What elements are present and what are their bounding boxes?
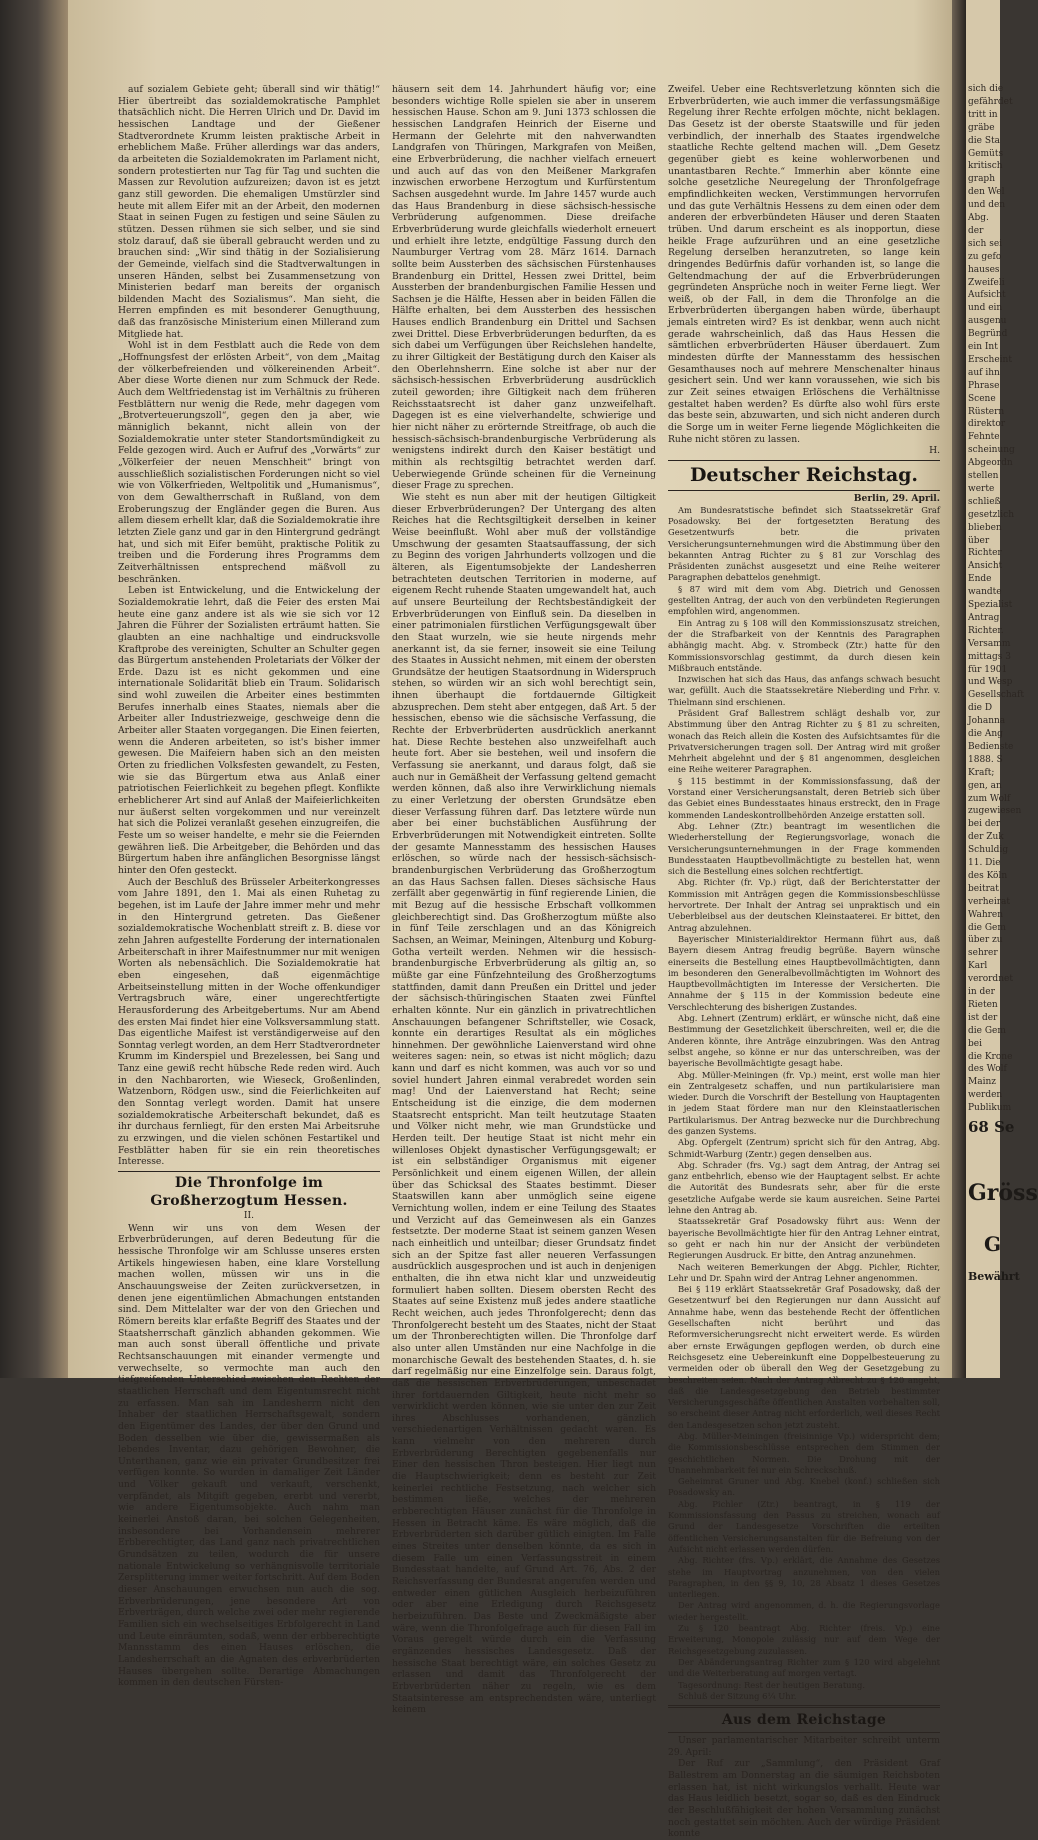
article-thronfolge-part2: [392, 84, 656, 1716]
next-page-fragment: verordnet: [968, 974, 1013, 985]
paragraph: Der Antrag wird angenommen, d. h. die Regierungsvorlage wieder hergestellt.: [668, 1600, 940, 1622]
next-page-fragment: die Gem: [968, 922, 1006, 933]
paragraph: Nach weiteren Bemerkungen der Abgg. Pichler, Richter, Lehr und Dr. Spahn wird der Antrag Lehner angenommen.: [668, 1261, 940, 1283]
next-page-fragment: die Krone: [968, 1051, 1013, 1062]
next-page-fragment: Mainz: [968, 1077, 996, 1088]
next-page-fragment: Johanna: [968, 716, 1006, 727]
next-page-fragment: und Wesp: [968, 677, 1013, 688]
next-page-fragment: scheinung: [968, 445, 1015, 456]
paragraph: Bayerischer Ministerialdirektor Hermann führt aus, daß Bayern diesem Antrag freudig begrüße. Bayern wünsche einerseits die Bestellung eines Hauptbevollmächtigten, dann im besonderen den Generalbevollmächtigten im Wohnort des Hauptbevollmächtigten im Interesse der Versicherten. Die Annahme der § 115 in der Kommission bedeute eine Verschlechterung des bisherigen Zustandes.: [668, 933, 940, 1012]
next-page-big-text-1: 68 Se: [968, 1118, 1015, 1136]
next-page-fragment: 11. Die: [968, 858, 1001, 868]
paragraph: Staatssekretär Graf Posadowsky führt aus: Wenn der bayerische Bevollmächtigte hier für den Antrag Lehner eintrat, so geht er nach hin nur der Ansicht der verbündeten Regierungen Ausdruck. Er bitte, den Antrag anzunehmen.: [668, 1216, 940, 1261]
column-rule: [668, 1732, 940, 1733]
next-page-fragment: graph: [968, 174, 995, 185]
next-page-fragment: Abg.: [968, 213, 989, 223]
article-heading-thronfolge: Die Thronfolge im Großherzogtum Hessen.: [150, 1175, 348, 1210]
next-page-fragment: Rüstern: [968, 406, 1005, 417]
next-page-fragment: Rieten: [968, 999, 998, 1010]
next-page-fragment: Gemüts: [968, 148, 1004, 159]
next-page-fragment: Ende: [968, 574, 992, 585]
paragraph: Wohl ist in dem Festblatt auch die Rede von dem „Hoffnungsfest der erlösten Arbeit“, von dem „Maitag der völkerbefreienden und völkereinenden Arbeit“. Aber diese Worte dienen nur zum Schmuck der Rede. Auch dem Weltfriedenstag ist im Verhältnis zu früheren Festblättern nur wenig die Rede, mehr dagegen vom „Brotverteuerungszoll“, gegen den ja aber, wie männiglich bekannt, nicht allein von der Sozialdemokratie unter steter Standortsmündigkeit zu Felde gezogen wird. Auch er Aufruf des „Vorwärts“ zur „Völkerfeier der neuen Menschheit“ bringt von ausschließlich sozialistischen Forderungen nicht so viel wie von Völkerfrieden, Weltpolitik und „Humanismus“, von dem Gewaltherrschaft in Rußland, von dem Eroberungszug der Engländer gegen die Buren. Aus allem diesem erhellt klar, daß die Sozialdemokratie ihre letzten Ziele ganz und gar in den Hintergrund gedrängt hat, und sich mit Eifer bemüht, praktische Politik zu treiben und die Forderung ihres Programms dem Zeitverhältnissen entsprechend mäßvoll zu beschränken.: [118, 340, 380, 585]
paragraph: häusern seit dem 14. Jahrhundert häufig vor; eine besonders wichtige Rolle spielen sie aber in unserem hessischen Hause. Schon am 9. Juni 1373 schlossen die hessischen Landgrafen Heinrich der Eiserne und Hermann der Gelehrte mit den nahverwandten Landgrafen von Thüringen, Markgrafen von Meißen, eine Erbverbrüderung, die nachher vielfach erneuert und auch auf das von den Meißener Markgrafen inzwischen erworbene Herzogtum und Kurfürstentum Sachsen ausgedehnt wurde. Im Jahre 1457 wurde auch das Haus Brandenburg in diese sächsisch-hessische Verbrüderung aufgenommen. Diese dreifache Erbverbrüderung wurde gleichfalls wiederholt erneuert und erhielt ihre letzte, endgültige Fassung durch den Naumburger Vertrag vom 28. März 1614. Darnach sollte beim Aussterben des sächsischen Fürstenhauses Brandenburg ein Drittel, Hessen zwei Drittel, beim Aussterben der brandenburgischen Familie Hessen und Sachsen je die Hälfte, Hessen aber in beiden Fällen die Hälfte erhalten, bei dem Aussterben des hessischen Hauses endlich Brandenburg ein Drittel und Sachsen zwei Drittel. Diese Erbverbrüderungen bedurften, da es sich dabei um Verfügungen über Reichslehen handelte, zu ihrer Giltigkeit der Bestätigung durch den Kaiser als den Oberlehnsherrn. Eine solche ist aber nur der sächsisch-hessischen Erbverbrüderung ausdrücklich zuteil geworden; ihre Giltigkeit nach dem früheren Reichsstaatsrecht ist daher ganz unzweifelhaft. Dagegen ist es eine vielverhandelte, schwierige und hier nicht näher zu erörternde Streitfrage, ob auch die hessisch-sächsisch-brandenburgische Verbrüderung als wenigstens indirekt durch den Kaiser bestätigt und mithin als rechtsgiltig betrachtet werden darf. Ueberwiegende Gründe scheinen für die Verneinung dieser Frage zu sprechen.: [392, 84, 656, 492]
paragraph: Unser parlamentarischer Mitarbeiter schreibt unterm 29. April:: [668, 1735, 940, 1758]
next-page-fragment: des Wolf: [968, 1064, 1007, 1075]
reichstage-report-text: [668, 1735, 940, 1840]
column-1: [118, 84, 380, 1689]
next-page-fragment: des Köln: [968, 870, 1008, 881]
next-page-fragment: stellen: [968, 471, 999, 481]
next-page-fragment: zum Wolf: [968, 793, 1011, 804]
paragraph: Abg. Schrader (frs. Vg.) sagt dem Antrag, der Antrag sei ganz entbehrlich, ebenso wie der Hauptagent selbst. Er achte die Autorität des Bundesrats sehr, aber für die erste gesetzliche Aufgabe werde sie kaum ausreichen. Seine Partei lehne den Antrag ab.: [668, 1159, 940, 1216]
paragraph: Schluß der Sitzung 6¼ Uhr.: [678, 1690, 797, 1701]
paragraph: Auch der Beschluß des Brüsseler Arbeiterkongresses vom Jahre 1891, den 1. Mai als einen Ruhetag zu begehen, ist im Laufe der Jahre immer mehr und mehr in den Hintergrund getreten. Das Gießener sozialdemokratische Wochenblatt streift z. B. diese vor zehn Jahren aufgestellte Forderung der internationalen Arbeiterschaft in ihrer Maifestnummer nur mit wenigen Worten als nebensächlich. Die Sozialdemokratie hat eben eingesehen, daß eigenmächtige Arbeitseinstellung mitten in der Woche offenkundiger Vertragsbruch wäre, einer ungerechtfertigte Herausforderung des Arbeitgebertums. Nur am Abend des ersten Mai findet hier eine Volksversammlung statt. Das eigentliche Maifest ist verständigerweise auf den Sonntag verlegt worden, an dem Herr Stadtverordneter Krumm im Kinderspiel und Brezelessen, bei Sang und Tanz eine gewiß recht hübsche Rede reden wird. Auch in den Nachbarorten, wie Wieseck, Großenlinden, Watzenborn, Rödgen usw., sind die Feierlichkeiten auf den Sonntag verlegt worden. Damit hat unsere sozialdemokratische Arbeiterschaft bekundet, daß es ihr durchaus fernliegt, für den ersten Mai Arbeitsruhe zu erzwingen, und die vielen schönen Festartikel und Festblätter haben für sie ein rein theoretisches Interesse.: [118, 876, 380, 1168]
paragraph: Der Abänderungsantrag Richter zum § 120 wird abgelehnt und die Weiterberatung auf morgen vertagt.: [668, 1656, 940, 1679]
next-page-fragment: Ansicht: [968, 561, 1003, 572]
next-page-fragment: gräbe: [968, 122, 995, 133]
next-page-fragment: Richter: [968, 548, 1002, 559]
next-page-fragment: und ein: [968, 303, 1003, 314]
next-page-fragment: zu gefo: [968, 251, 1002, 262]
paragraph: Wenn wir uns von dem Wesen der Erbverbrüderungen, auf deren Bedeutung für die hessische Thronfolge wir am Schlusse unseres ersten Artikels hingewiesen haben, eine klare Vorstellung machen wollen, müssen wir uns in die Anschauungsweise der Zeiten zurückversetzen, in denen jene eigentümlichen Abmachungen entstanden sind. Dem Mittelalter war der von den Griechen und Römern bereits klar erfaßte Begriff des Staates und der Staatsherrschaft gänzlich abhanden gekommen. Wie man auch sonst überall öffentliche und private Rechtsanschauungen mit einander vermengte und verwechselte, so vermochte man auch den tiefgreifenden Unterschied zwischen den Rechten der staatlichen Herrschaft und dem Eigentumsrecht nicht zu erfassen. Man sah im Landesherrn nicht den Inhaber der staatlichen Herrschaftsgewalt, sondern den Eigentümer des Landes, der über den Grund und Boden desselben wie über die, gewissermaßen als lebendes Inventar, dazu gehörigen Bewohner, die Unterthanen, ganz wie ein privater Grundbesitzer frei verfügen konnte. So wurden in damaliger Zeit Länder und Völker gekauft und verkauft, verschenkt, verpfändet, als Mitgift gegeben, ererbt und vererbt, wie andere Eigentumsobjekte. Auch nahm man keinerlei Anstoß daran, bei solchen Gelegenheiten, insbesondere bei Vorhandensein mehrerer Erbberechtigter, das Land ganz nach privatrechtlichen Grundsätzen zu teilen, wodurch die für unsere nationale Entwickelung so verhängnisvolle territoriale Zersplitterung immer weiter fortschritt. Auf dem Boden dieser Anschauungen erwuchsen nun auch die sog. Erbverbrüderungen, jene besondere Art von Erbverträgen, durch welche zwei oder mehr regierende Familien sich ein wechselseitiges Erbfolgerecht in Land und Leute einräumten, sodaß, wenn der erbberechtigte Mannsstamm des einen Hauses erlöschen, die Landesherrschaft an die Agnaten des erbverbrüderten Hauses übergehen sollte. Derartige Abmachungen kommen in den deutschen Fürsten-: [118, 1222, 380, 1689]
next-page-big-text-4: Bewährt: [968, 1270, 1020, 1283]
next-page-fragment: sich die: [968, 84, 1004, 94]
next-page-fragment: verheirat: [968, 896, 1010, 907]
next-page-fragment: in der: [968, 987, 995, 997]
article-thronfolge-part3: [668, 84, 940, 445]
next-page-fragment: Versamm: [968, 638, 1011, 649]
paragraph: Inzwischen hat sich das Haus, das anfangs schwach besucht war, gefüllt. Auch die Staatssekretäre Nieberding und Frhr. v. Thielmann sind erschienen.: [668, 674, 940, 707]
paragraph: Zweifel. Ueber eine Rechtsverletzung könnten sich die Erbverbrüderten, wie auch immer die verfassungsmäßige Regelung ihrer Rechte erfolgen möchte, nicht beklagen. Das Gesetz ist der oberste Staatswille und für jeden verbindlich, der innerhalb des Staates irgendwelche staatliche Rechte geltend machen will. „Dem Gesetz gegenüber giebt es keine wohlerworbenen und unantastbaren Rechte.“ Immerhin aber könnte eine solche gesetzliche Neuregelung der Thronfolgefrage empfindlichkeiten wecken, Verstimmungen hervorrufen und das gute Verhältnis Hessens zu dem einen oder dem anderen der erbverbündeten Häuser und deren Staaten trüben. Und darum erscheint es als inopportun, diese heikle Frage aufzurühren und an eine gesetzliche Regelung derselben heranzutreten, so lange kein dringendes Bedürfnis dafür vorhanden ist, so lange die Geltendmachung der auf die Erbverbrüderungen gegründeten Ansprüche noch in weiter Ferne liegt. Wer weiß, ob der Fall, in dem die Thronfolge an die Erbverbrüderten übergangen haben würde, überhaupt jemals eintreten wird? Es ist denkbar, wenn auch nicht gerade wahrscheinlich, daß das Haus Hessen die sämtlichen erbverbrüderten Häuser überdauert. Zum mindesten dürfte der Mannesstamm des hessischen Gesamthauses noch auf mehrere Menschenalter hinaus gesichert sein. Und wer kann voraussehen, wie sich bis zur Zeit seines etwaigen Erlöschens die Verhältnisse gestaltet haben werden? Es dürfte also wohl fürs erste das beste sein, abzuwarten, und sich nicht anderen durch die Sorge um in weiter Ferne liegende Möglichkeiten die Ruhe nicht stören zu lassen.: [668, 84, 940, 445]
next-page-fragment: blieben: [968, 522, 1002, 533]
next-page-fragment: ausgenu: [968, 316, 1007, 327]
paragraph: Geheimrat Gruner und Abg. Knebel (konf.) schließen sich Posadowsky an.: [668, 1476, 940, 1498]
next-page-fragment: direktor: [968, 419, 1006, 430]
paragraph: Der Ruf zur „Sammlung“, den Präsident Graf Ballestrem am Donnerstag an die säumigen Reichsboten erlassen hat, ist nicht wirkungslos verhallt. Heute war das Haus leidlich besetzt, sogar so, daß es den Eindruck der Beschlußfähigkeit der hohen Versammlung zunächst noch gestattet sein möchten. Auch der würdige Präsident konnte: [668, 1758, 940, 1840]
next-page-big-text-3: G: [984, 1232, 1002, 1256]
paragraph: Ein Antrag zu § 108 will den Kommissionszusatz streichen, der die Strafbarkeit von der Kenntnis des Paragraphen abhängig macht. Abg. v. Strombeck (Ztr.) hatte für den Kommissionsvorschlag gestimmt, da durch diesen kein Mißbrauch entstände.: [668, 617, 940, 673]
next-page-fragment: der Zuk: [968, 832, 1004, 843]
next-page-fragment: über: [968, 535, 990, 546]
paragraph: Wie steht es nun aber mit der heutigen Giltigkeit dieser Erbverbrüderungen? Der Untergang des alten Reiches hat die Rechtsgiltigkeit derselben in keiner Weise beeinflußt. Wohl aber muß der vollständige Umschwung der gesamten Staatsauffassung, der sich zu Beginn des vorigen Jahrhunderts vollzogen und die älteren, als Eigentumsobjekte der Landesherren betrachteten deutschen Territorien in moderne, auf eigenem Recht ruhende Staaten umgewandelt hat, auch auf unsere Beurteilung der Rechtsbeständigkeit der Erbverbrüderungen von Einfluß sein. Da dieselben in einer patrimonialen fürstlichen Verfügungsgewalt über den Staat wurzeln, wie sie heute nirgends mehr anerkannt ist, da sie ferner, insoweit sie eine Teilung des Staates in Aussicht nehmen, mit einem der obersten Grundsätze der heutigen Staatsordnung in Widerspruch stehen, so würden wir an sich wohl berechtigt sein, ihnen überhaupt die fortdauernde Giltigkeit abzusprechen. Dem steht aber entgegen, daß Art. 5 der hessischen, ebenso wie die sächsische Verfassung, die Rechte der Erbverbrüderten ausdrücklich anerkannt hat. Diese Rechte bestehen also unzweifelhaft auch heute fort. Aber sie bestehen, weil und insofern die Verfassung sie anerkannt, und daraus folgt, daß sie auch nur in Gemäßheit der Verfassung geltend gemacht werden können, daß also ihre Verwirklichung niemals zu einer Verletzung der obersten Grundsätze eben dieser Verfassung führen darf. Das letztere würde nun aber bei einer buchstäblichen Ausführung der Erbverbrüderungen mit Notwendigkeit eintreten. Sollte der gesamte Mannesstamm des hessischen Hauses erlöschen, so würde nach der hessisch-sächsisch-brandenburgischen Verbrüderung das Großherzogtum an das Haus Sachsen fallen. Dieses sächsische Haus zerfällt aber gegenwärtig in fünf regierende Linien, die mit Bezug auf die hessische Erbschaft vollkommen gleichberechtigt sind. Das Großherzogtum müßte also in fünf Teile zerschlagen und an das Königreich Sachsen, an Weimar, Meiningen, Altenburg und Koburg-Gotha verteilt werden. Nehmen wir die hessisch-brandenburgische Erbverbrüderung als giltig an, so müßte gar eine Fünfzehnteilung des Großherzogtums stattfinden, damit dann Preußen ein Drittel und jeder der sächsisch-thüringischen Staaten zwei Fünftel erhalten könnte. Nur ein gänzlich in privatrechtlichen Anschauungen befangener Schriftsteller, wie Cosack, konnte ein derartiges Resultat als ein mögliches hinnehmen. Der gewöhnliche Laienverstand wird ohne weiteres sagen: nein, so etwas ist nicht möglich; dazu kann und darf es nicht kommen, was auch vor so und soviel hundert Jahren einmal verabredet worden sein mag! Und der Laienverstand hat Recht; seine Entscheidung ist die einzige, die dem modernen Staatsrecht entspricht. Man teilt heutzutage Staaten und Völker nicht mehr, wie man Grundstücke und Herden teilt. Der heutige Staat ist nicht mehr ein willenloses Objekt dynastischer Verfügungsgewalt; er ist ein selbständiger Organismus mit eigener Persönlichkeit und einem eigenen Willen, der allein über das Schicksal des Staates bestimmt. Dieser Staatswillen kann aber unmöglich seine eigene Vernichtung wollen, indem er eine Teilung des Staates und Verzicht auf das Gemeinwesen als ein Ganzes festsetzte. Der moderne Staat ist seinem ganzen Wesen nach einheitlich und unteilbar; dieser Grundsatz findet sich an der Spitze fast aller neueren Verfassungen ausdrücklich ausgesprochen und ist auch in denjenigen enthalten, die ihn etwa nicht klar und unzweideutig formuliert haben sollten. Diesem obersten Recht des Staates auf seine Existenz muß jedes andere staatliche Recht weichen, auch jedes Thronfolgerecht; denn das Thronfolgerecht besteht um des Staates, nicht der Staat um der Thronberechtigten willen. Die Thronfolge darf also unter allen Umständen nur eine Nachfolge in die monarchische Gewalt des bestehenden Staates, d. h. sie darf regelmäßig nur eine Einzelfolge sein. Daraus folgt, daß die hessischen Erbverbrüderungen, unbeschadet ihrer fortdauernden Giltigkeit, heute nicht mehr so verwirklicht werden können, wie sie unter den zur Zeit ihres Abschlusses vorhandenen, gänzlich verschiedenartigen Verhältnissen gedacht waren. Es kann vielmehr von den mehreren durch Erbverbrüderung Berechtigten gegebenenfalls nur Einer den hessischen Thron besteigen. Hier liegt nun die Hauptschwierigkeit; denn es besteht zur Zeit keinerlei rechtliche Festsetzung, nach welcher sich bestimmen ließe, welches der mehreren erbberechtigten Häuser zunächst für die Thronfolge in Hessen in Betracht käme. Es wäre möglich, daß die Erbverbrüderten sich darüber gütlich einigten. Im Falle eines Streites unter denselben könnte, da es sich in diesem Falle um einen Verfassungsstreit in einem Bundesstaat handelte, auf Grund Art. 76, Abs. 2 der Reichsverfassung der Bundesrat angerufen werden und entweder einen gütlichen Ausgleich herbeizuführen oder aber eine Erledigung durch Reichsgesetz herbeizuführen. Das Beste und Zweckmäßigste aber wäre, wenn die Thronfolgefrage auch für diesen Fall im Voraus geregelt würde durch ein die Verfassung ergänzendes hessisches Landesgesetz. Daß der hessische Staat berechtigt wäre, ein solches Gesetz zu erlassen und damit das Thronfolgerecht der Erbverbrüderten näher zu regeln, wie es dem Staatsinteresse am entsprechendsten wäre, unterliegt keinem: [392, 491, 656, 1716]
next-page-fragment: Antrag: [968, 612, 1000, 623]
next-page-fragment: beitrat: [968, 883, 999, 894]
column-2: [392, 84, 656, 1716]
next-page-fragment: sehrer: [968, 948, 998, 959]
next-page-fragment: bei: [968, 1038, 982, 1049]
next-page-fragment: werden: [968, 1090, 1003, 1101]
next-page-fragment: bei der: [968, 819, 1001, 830]
dateline: Berlin, 29. April.: [853, 493, 940, 504]
next-page-fragment: Publikum: [968, 1103, 1012, 1114]
next-page-fragment: Erscheint: [968, 354, 1012, 365]
next-page-fragment: Aufsicht: [968, 290, 1006, 301]
next-page-fragment: 1888. S: [968, 754, 1003, 765]
next-page-fragment: Begründ: [968, 329, 1008, 340]
paragraph: Abg. Opfergelt (Zentrum) spricht sich für den Antrag, Abg. Schmidt-Warburg (Zentr.) gegen denselben aus.: [668, 1137, 940, 1159]
next-page-fragment: ein Int: [968, 342, 998, 352]
next-page-fragment: Spezialist: [968, 600, 1013, 610]
next-page-fragment: und den: [968, 200, 1006, 211]
signature: H.: [929, 445, 940, 457]
next-page-fragment: gesetzlich: [968, 509, 1014, 520]
paragraph: Abg. Müller-Meiningen (fr. Vp.) meint, erst wolle man hier ein Zentralgesetz schaffen, und nun partikularisiere man wieder. Durch die Vorschrift der Bestellung von Hauptagenten in jedem Staat fördere man nur den Kleinstaatlerischen Partikularismus. Der Antrag bezwecke nur die Durchbrechung des ganzen Systems.: [668, 1069, 940, 1136]
next-page-fragment: Phrase: [968, 380, 1000, 391]
section-heading-aus-dem-reichstage: Aus dem Reichstage: [721, 1712, 887, 1729]
next-page-fragment: Richter.: [968, 625, 1004, 636]
paragraph: Bei § 119 erklärt Staatssekretär Graf Posadowsky, daß der Gesetzentwurf bei den Regierungen nur dann Aussicht auf Annahme habe, wenn das bestehende Recht der öffentlichen Gesellschaften nicht berührt und das Reformversicherungsrecht nicht erweitert werde. Es würden aber ernste Erwägungen gepflogen werden, ob durch eine Reichsgesetz eine Uebereinkunft eine Doppelbesteuerung zu vermeiden oder ob überall den Weg der Gesetzgebung zu beschreiten seien. Nach der Antrag Albrecht zu § 120 angeht, daß die Landesgesetzgebung den Betrieb bestimmter Versicherungsgeschäfte öffentlichen Anstalten vorbehalten soll, so erscheint dieser Antrag nicht erforderlich, weil dieses Recht den Landesgesetzen schon jetzt zusteht.: [668, 1284, 940, 1430]
next-page-fragment: zugewiesen: [968, 806, 1022, 817]
next-page-fragment: ist der: [968, 1012, 998, 1023]
next-page-fragment: Schuldig: [968, 845, 1009, 856]
next-page-fragment: Fehnte: [968, 432, 1000, 443]
paragraph: Abg. Müller-Meiningen (freisinnige Vp.) widerspricht dem; die Kommissionsbeschlüsse entsprechen dem Stimmen der geschichtlichen Normen. Die Drohung mit der Unannehmbarkeit fei nur ein Schreckschuß.: [668, 1431, 940, 1475]
next-page-fragment: Scene: [968, 393, 996, 404]
double-rule: [668, 1705, 940, 1708]
next-page-fragment: den Wel: [968, 187, 1005, 198]
paragraph: Am Bundesratstische befindet sich Staatssekretär Graf Posadowsky. Bei der fortgesetzten Beratung des Gesetzentwurfs betr. die privaten Versicherungsunternehmungen wird die Abstimmung über den bekannten Antrag Richter zu § 81 zur Vorschlag des Präsidenten zunächst ausgesetzt und eine Reihe weiterer Paragraphen debattelos genehmigt.: [668, 504, 940, 583]
next-page-fragment: werte: [968, 483, 995, 494]
next-page-fragment: Gesellschaft: [968, 690, 1024, 701]
next-page-fragment: gefährdet: [968, 96, 1013, 107]
column-rule: [118, 1171, 380, 1172]
next-page-big-text-2: Gröss: [968, 1180, 1038, 1206]
book-binding: [0, 0, 68, 1378]
paragraph: Leben ist Entwickelung, und die Entwickelung der Sozialdemokratie lehrt, daß die Feier des ersten Mai heute eine ganz andere ist als wie sie sich vor 12 Jahren die Führer der Sozialisten erträumt hatten. Sie glaubten an eine nachhaltige und eindrucksvolle Kraftprobe des vereinigten, Schulter an Schulter gegen das Bürgertum anstehenden Proletariats der Völker der Erde. Dazu ist es nicht gekommen und eine internationale Solidarität blieb ein Traum. Solidarisch sind wohl zuweilen die Arbeiter eines bestimmten Berufes innerhalb eines Staates, niemals aber die Arbeiter aller Industriezweige, geschweige denn die Arbeiter aller Staaten vorgegangen. Die Einen feierten, wenn die Anderen arbeiteten, so ist's bisher immer gewesen. Die Maifeiern haben sich an den meisten Orten zu friedlichen Volksfesten gewandelt, zu Festen, wie sie das Bürgertum etwa aus Anlaß einer patriotischen Feierlichkeit zu begehen pflegt. Konflikte erheblicherer Art sind auf Anlaß der Maifeierlichkeiten nur äußerst selten vorgekommen und nur vereinzelt hat sich die Polizei veranlaßt gesehen einzugreifen, die Feste um so weiser handelte, e mehr sie die Feiernden gewähren ließ. Die Arbeitgeber, die Behörden und das Bürgertum haben ihre anfänglichen Besorgnisse längst hinter den Ofen gesteckt.: [118, 585, 380, 876]
next-page-fragment: Zweifeli: [968, 277, 1005, 288]
paragraph: Abg. Richter (fr. Vp.) rügt, daß der Berichterstatter der Kommission mit Anträgen gegen die Kommissionsbeschlüsse hervortrete. Der Inhalt der Antrag sei unpraktisch und ein Ueberbleibsel aus der deutschen Kleinstaaterei. Er bittet, den Antrag abzulehnen.: [668, 877, 940, 933]
article-maifeier: [118, 84, 380, 1168]
next-page-fragment: tritt in: [968, 109, 998, 120]
next-page-fragment: die D: [968, 703, 993, 714]
next-page-fragment: Abgeordn: [968, 458, 1013, 469]
paragraph: Abg. Lehnert (Zentrum) erklärt, er wünsche nicht, daß eine Bestimmung der Gesetzlichkeit überschreiten, weil er, die die Anderen könnte, ihre Anträge einzubringen. Was den Antrag selbst angehe, so könne er nur das unterschreiben, was der bayerische Bevollmächtigte gesagt habe.: [668, 1013, 940, 1069]
next-page-fragment: gen, an: [968, 780, 1002, 791]
next-page-fragment: Kraft;: [968, 767, 995, 778]
column-rule: [668, 460, 940, 461]
next-page-fragment: schließ: [968, 496, 1001, 507]
next-page-fragment: für 1901: [968, 664, 1008, 675]
paragraph: § 115 bestimmt in der Kommissionsfassung, daß der Vorstand einer Versicherungsanstalt, deren Betrieb sich über das Gebiet eines Bundesstaates hinaus erstreckt, den in Frage kommenden Landeskontrollbehörden Anzeige erstatten soll.: [668, 775, 940, 820]
paragraph: Tagesordnung: Rest der heutigen Beratung.: [678, 1679, 865, 1690]
article-thronfolge-part1: [118, 1223, 380, 1689]
next-page-fragment: sich sei: [968, 238, 1003, 249]
next-page-fragment: die Gem: [968, 1025, 1006, 1036]
paragraph: auf sozialem Gebiete geht; überall sind wir thätig!“ Hier übertreibt das sozialdemokratische Pamphlet thatsächlich nicht. Die Herren Ulrich und Dr. David im hessischen Landtage und der Gießener Stadtverordnete Krumm leisten praktische Arbeit in erheblichem Maße. Früher allerdings war das anders, da arbeiteten die Sozialdemokraten im Parlament nicht, sondern protestierten nur Tag für Tag und suchten die Massen zur Revolution aufzureizen; davon ist es jetzt ganz still geworden. Die ehemaligen Umstürzler sind heute mit allem Eifer mit an der Arbeit, den modernen Staat in seinen Fugen zu festigen und seine Säulen zu stützen. Dessen rühmen sie sich selber, und sie sind stolz darauf, daß sie überall gebraucht werden und zu brauchen sind: „Wir sind thätig in der Sozialisierung der Gemeinde, vielfach sind die Stadtverwaltungen in unseren Händen, selbst bei Zusammensetzung von Ministerien bedarf man bereits der organisch bildenden Macht des Sozialismus“. Man sieht, die Herren empfinden es mit besonderer Genugthuung, daß das französische Ministerium einen Millerand zum Mitgliede hat.: [118, 84, 380, 340]
paragraph: Abg. Richter (frs. Vp.) erklärt, die Annahme des Gesetzes stehe im Hauptvortrag anzunehmen, von den vielen Paragraphen, in den §§ 9, 10, 28 Absatz 1 dieses Gesetzes unterliegen.: [668, 1555, 940, 1600]
column-rule: [668, 490, 940, 491]
paragraph: Abg. Lehner (Ztr.) beantragt im wesentlichen die Wiederherstellung der Regierungsvorlage, wonach die Versicherungsunternehmungen in der Frage kommenden Bundesstaaten Hauptbevollmächtigte zu bestellen hat, wenn sich die Bestellung eines solchen rechtfertigt.: [668, 820, 940, 877]
next-page-fragment: Karl: [968, 961, 988, 972]
next-page-fragment: auf ihn: [968, 367, 1000, 378]
section-heading-reichstag: Deutscher Reichstag.: [689, 464, 919, 486]
next-page-fragment: der: [968, 225, 984, 236]
reichstag-report: [668, 505, 940, 1702]
paragraph: Präsident Graf Ballestrem schlägt deshalb vor, zur Abstimmung über den Antrag Richter zu § 81 zu schreiten, wonach das Reich allein die Kosten des Aufsichtsamtes für die Privatversicherungen tragen soll. Der Antrag wird mit großer Mehrheit abgelehnt und der § 81 angenommen, desgleichen eine Reihe weiterer Paragraphen.: [668, 708, 940, 775]
next-page-fragment: wandte: [968, 587, 1002, 598]
next-page-fragment: die Ang: [968, 729, 1003, 739]
column-3: [668, 84, 940, 1840]
paragraph: Zu § 120 beantragt Abg. Richter (freis. Vp.) eine Erweiterung, Monopole zulässig nur auf dem Wege der Reichsgesetzgebung zuzulassen.: [668, 1623, 940, 1656]
paragraph: § 87 wird mit dem vom Abg. Dietrich und Genossen gestellten Antrag, der auch von den verbündeten Regierungen empfohlen wird, angenommen.: [668, 583, 940, 617]
next-page-fragment: die Sta: [968, 135, 1000, 146]
next-page-fragment: kritisch: [968, 161, 1003, 172]
page-gutter: [952, 0, 966, 1378]
next-page-fragment: über zu: [968, 935, 1003, 946]
next-page-fragment: Bedienste: [968, 741, 1014, 752]
next-page-fragment: Wahren: [968, 909, 1004, 920]
next-page-fragment: mittags 3: [968, 651, 1011, 662]
next-page-fragment: hauses: [968, 264, 1000, 275]
paragraph: Abg. Pichler (Ztr.) beantragt, in § 119 der Kommissionsfassung den Passus zu streichen, wonach auf Grund der Landesgesetze Vorschriften die erteilten öffentlichen Versicherungsanstalten für die Befreiung von der Aufsicht nicht erlassen werden dürfen.: [668, 1498, 940, 1554]
adjacent-page-edge: [966, 0, 1038, 1378]
article-part-number: II.: [243, 1210, 255, 1222]
